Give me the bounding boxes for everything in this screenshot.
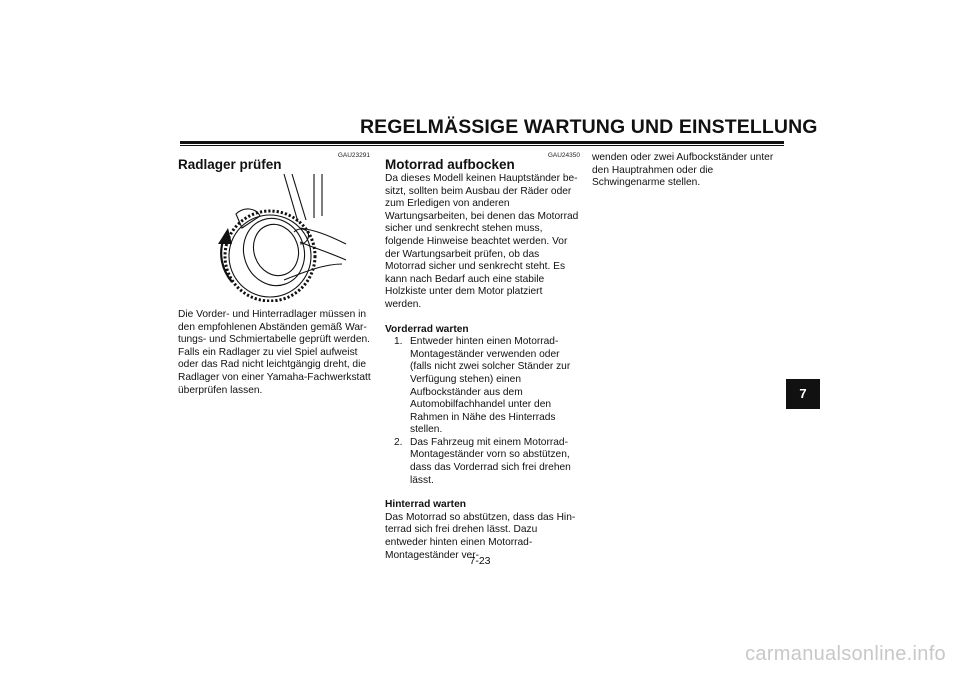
list-item	[385, 437, 581, 487]
section-body	[178, 309, 372, 397]
paragraph: wenden oder zwei Aufbockständer unter den Hauptrahmen oder die Schwingenarme stellen.	[592, 152, 774, 189]
section-code: GAU24350	[547, 152, 580, 159]
section-heading: Radlager prüfen	[178, 157, 282, 172]
step-list	[385, 336, 581, 487]
paragraph: Die Vorder- und Hinterradlager müssen in den empfohlenen Abständen gemäß Wartungs- und Schmiertabelle geprüft werden. Falls ein Radlager zu viel Spiel aufweist oder das Rad nicht leichtgängig dreht, die Radlager von einer Yamaha-Fachwerkstatt überprüfen lassen.	[178, 309, 371, 396]
section-heading: Motorrad aufbocken	[385, 157, 515, 172]
spacer	[385, 312, 581, 324]
header-rule-thin	[180, 145, 784, 146]
list-item	[385, 336, 581, 437]
watermark: carmanualsonline.info	[745, 643, 946, 665]
spacer	[385, 487, 581, 499]
page-header-title: REGELMÄSSIGE WARTUNG UND EINSTELLUNG	[360, 116, 818, 138]
header-rule	[180, 141, 784, 144]
subheading-front-wheel: Vorderrad warten	[385, 323, 469, 335]
paragraph: Das Motorrad so abstützen, dass das Hinterrad sich frei drehen lässt. Dazu entweder hinten einen Motorrad-Montageständer ver-	[385, 511, 576, 561]
chapter-tab: 7	[786, 379, 820, 409]
subheading-rear-wheel: Hinterrad warten	[385, 499, 466, 511]
step-text: Das Fahrzeug mit einem Motorrad-Montageständer vorn so abstützen, dass das Vorderrad sich frei drehen lässt.	[410, 436, 571, 486]
step-number: 1.	[394, 336, 403, 348]
page-number: 7-23	[469, 555, 491, 567]
wheel-bearing-illustration-svg	[214, 172, 354, 302]
step-text: Entweder hinten einen Motorrad-Montageständer verwenden oder (falls nicht zwei solcher Ständer zur Verfügung stehen) einen Aufbockständer aus dem Automobilfachhandel unter den Rahmen in Nähe des Hinterrads stellen.	[410, 336, 571, 436]
section-body-continued	[592, 152, 788, 190]
step-number: 2.	[394, 436, 403, 448]
section-body	[385, 173, 581, 562]
section-code: GAU23291	[337, 152, 370, 159]
paragraph-intro: Da dieses Modell keinen Hauptständer besitzt, sollten beim Ausbau der Räder oder zum Erledigen von anderen Wartungsarbeiten, bei denen das Motorrad sicher und senkrecht stehen muss, folgende Hinweise beachtet werden. Vor der Wartungsarbeit prüfen, ob das Motorrad sicher und senkrecht steht. Es kann nach Bedarf auch eine stabile Holzkiste unter dem Motor platziert werden.	[385, 173, 579, 310]
wheel-bearing-illustration	[214, 172, 354, 302]
